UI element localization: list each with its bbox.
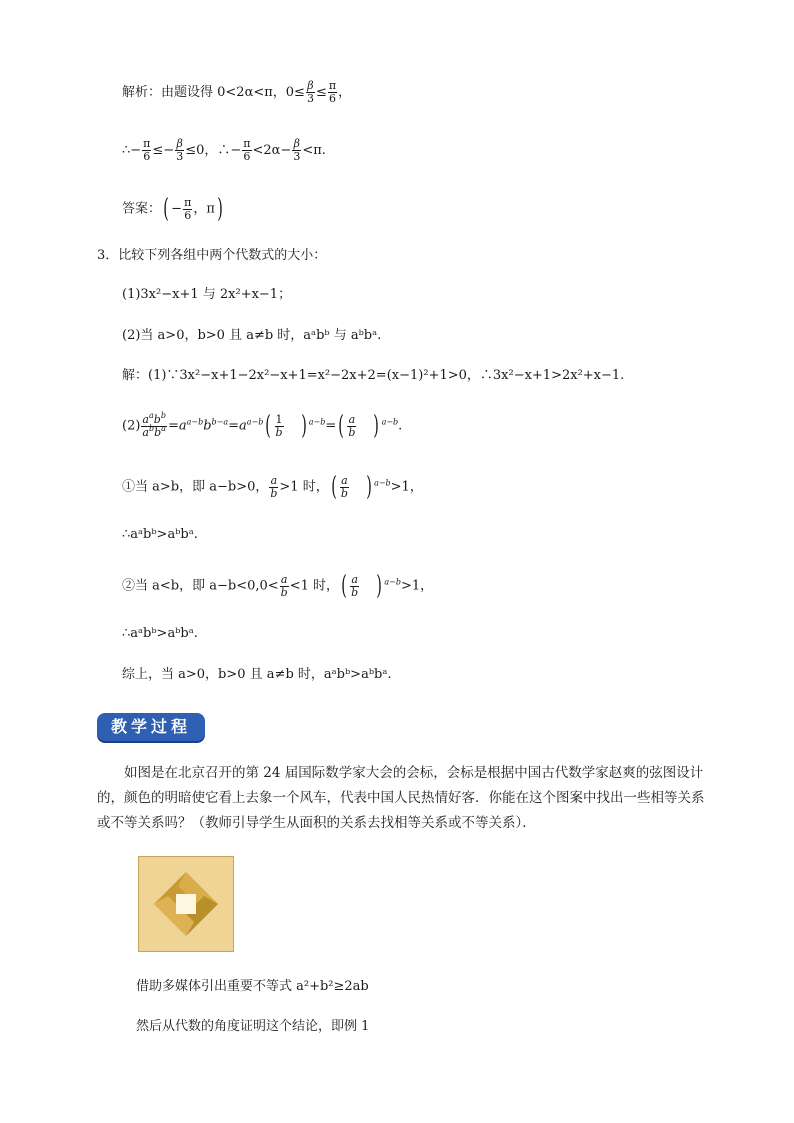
section-badge-teaching-process: 教学过程: [97, 713, 205, 741]
question-3-part-1: (1)3x²−x+1 与 2x²+x−1；: [122, 287, 292, 302]
case-2-line: ②当 a<b，即 a−b<0,0< $\frac{a}{b}$ <1 时，( $\frac{a}{b}$ ) $^{a-b}$>1，: [122, 571, 434, 601]
zhao-shuang-chord-diagram-icon: [138, 856, 234, 952]
case-2-conclusion: ∴aᵃbᵇ>aᵇbᵃ.: [122, 626, 198, 641]
question-3-title: 3．比较下列各组中两个代数式的大小：: [97, 248, 327, 263]
therefore-line: ∴− $\frac{\pi}{6}$ ≤− $\frac{\beta}{3}$ ≤0，∴− $\frac{\pi}{6}$ <2α− $\frac{\beta}{3}$ <π.: [122, 137, 326, 163]
analysis-line: 解析：由题设得 0<2α<π，0≤ $\frac{\beta}{3}$ ≤ $\frac{\pi}{6}$ ，: [122, 79, 352, 105]
question-3-part-2: (2)当 a>0，b>0 且 a≠b 时，aᵃbᵇ 与 aᵇbᵃ.: [122, 328, 382, 343]
case-1-line: ①当 a>b，即 a−b>0， $\frac{a}{b}$ >1 时，( $\frac{a}{b}$ ) $^{a-b}$>1，: [122, 472, 423, 502]
solution-part-1: 解：(1)∵3x²−x+1−2x²−x+1=x²−2x+2=(x−1)²+1>0，∴3x²−x+1>2x²+x−1.: [122, 368, 625, 383]
summary-line: 综上，当 a>0，b>0 且 a≠b 时，aᵃbᵇ>aᵇbᵃ.: [122, 667, 392, 682]
proof-line: 然后从代数的角度证明这个结论，即例 1: [136, 1019, 370, 1034]
answer-line: 答案：( − $\frac{\pi}{6}$ ，π): [122, 194, 223, 224]
multimedia-line: 借助多媒体引出重要不等式 a²+b²≥2ab: [136, 979, 369, 994]
solution-part-2: (2) $\frac{a^ab^b}{a^bb^a}$ $=a^{a-b}b^{b-a}=a^{a-b}$( $\frac{1}{b}$ ) $^{a-b}$=( $\frac{a}{b}$ ) $^{a-b}$.: [122, 410, 403, 441]
case-1-conclusion: ∴aᵃbᵇ>aᵇbᵃ.: [122, 527, 198, 542]
intro-paragraph: 如图是在北京召开的第 24 届国际数学家大会的会标，会标是根据中国古代数学家赵爽的弦图设计的，颜色的明暗使它看上去象一个风车，代表中国人民热情好客．你能在这个图案中找出一些相等关系或不等关系吗？（教师引导学生从面积的关系去找相等关系或不等关系）．: [97, 765, 705, 831]
